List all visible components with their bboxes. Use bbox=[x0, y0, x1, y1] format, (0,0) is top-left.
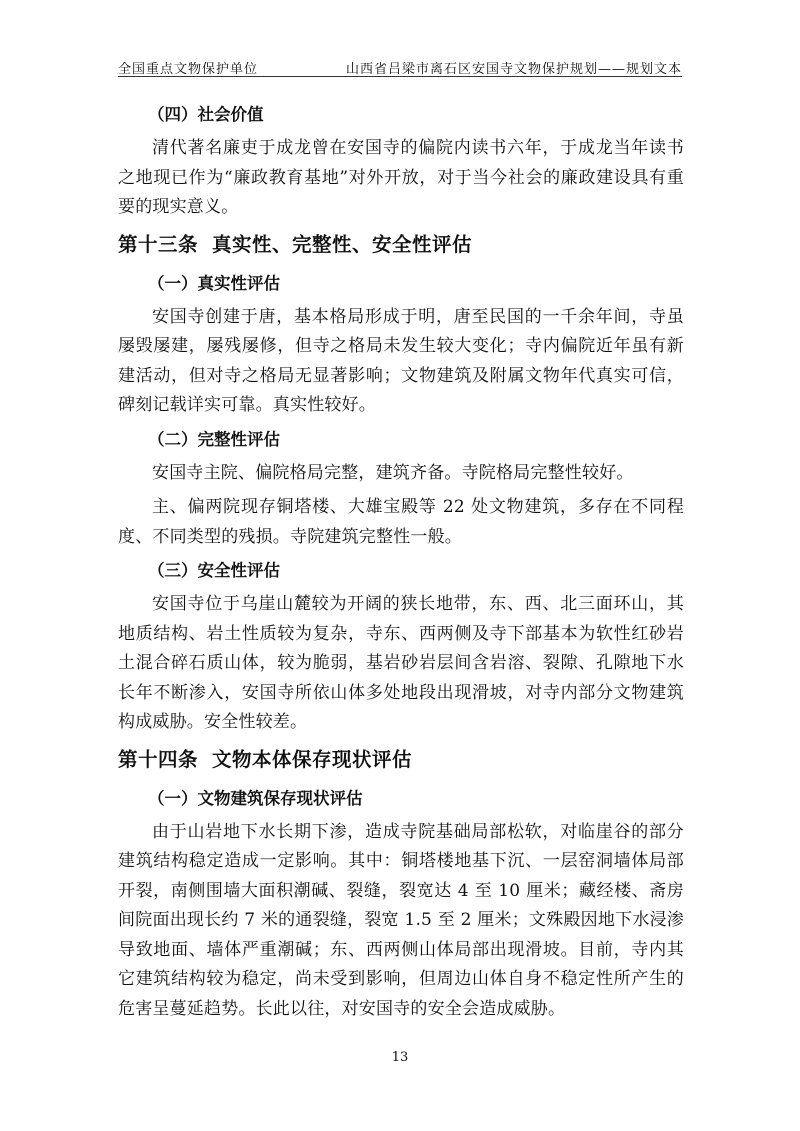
article-13-number: 第十三条 bbox=[118, 232, 199, 256]
paragraph-integrity-buildings: 主、偏两院现存铜塔楼、大雄宝殿等 22 处文物建筑，多存在不同程度、不同类型的残损。寺院建筑完整性一般。 bbox=[118, 497, 684, 547]
article-13-title: 真实性、完整性、安全性评估 bbox=[212, 232, 473, 256]
article-13-heading bbox=[118, 225, 684, 265]
section-heading-safety: （三）安全性评估 bbox=[148, 561, 280, 580]
section-heading-integrity: （二）完整性评估 bbox=[148, 429, 280, 449]
paragraph-social-value: 清代著名廉吏于成龙曾在安国寺的偏院内读书六年，于成龙当年读书之地现已作为“廉政教育基地”对外开放，对于当今社会的廉政建设具有重要的现实意义。 bbox=[118, 138, 684, 217]
paragraph-building-condition: 由于山岩地下水长期下渗，造成寺院基础局部松软，对临崖谷的部分建筑结构稳定造成一定影响。其中：铜塔楼地基下沉、一层窑洞墙体局部开裂，南侧围墙大面积潮碱、裂缝，裂宽达 4 至 10 厘米；藏经楼、斋房间院面出现长约 7 米的通裂缝，裂宽 1.5 至 2 厘米；文殊殿因地下水浸渗导致地面、墙体严重潮碱；东、西两侧山体局部出现滑坡。目前，寺内其它建筑结构较为稳定，尚未受到影响，但周边山体自身不稳定性所产生的危害呈蔓延趋势。长此以往，对安国寺的安全会造成威胁。 bbox=[118, 821, 684, 1019]
section-heading-building-condition: （一）文物建筑保存现状评估 bbox=[148, 788, 363, 808]
article-14-heading bbox=[118, 740, 684, 780]
paragraph-safety: 安国寺位于乌崖山麓较为开阔的狭长地带，东、西、北三面环山，其地质结构、岩土性质较为复杂，寺东、西两侧及寺下部基本为软性红砂岩土混合碎石质山体，较为脆弱，基岩砂岩层间含岩溶、裂隙、孔隙地下水长年不断渗入，安国寺所依山体多处地段出现滑坡，对寺内部分文物建筑构成威胁。安全性较差。 bbox=[118, 594, 684, 732]
section-heading-authenticity: （一）真实性评估 bbox=[148, 273, 280, 293]
header-document-title: 山西省吕梁市离石区安国寺文物保护规划——规划文本 bbox=[345, 62, 682, 77]
article-14-number: 第十四条 bbox=[118, 747, 199, 771]
paragraph-authenticity: 安国寺创建于唐，基本格局形成于明，唐至民国的一千余年间，寺虽屡毁屡建，屡残屡修，但寺之格局未发生较大变化；寺内偏院近年虽有新建活动，但对寺之格局无显著影响；文物建筑及附属文物年代真实可信，碑刻记载详实可靠。真实性较好。 bbox=[118, 306, 684, 415]
paragraph-integrity-layout: 安国寺主院、偏院格局完整，建筑齐备。寺院格局完整性较好。 bbox=[152, 462, 634, 483]
section-heading-social-value: （四）社会价值 bbox=[148, 105, 264, 124]
article-14-title: 文物本体保存现状评估 bbox=[212, 747, 413, 771]
header-unit-title: 全国重点文物保护单位 bbox=[118, 62, 259, 77]
page-header bbox=[118, 58, 682, 77]
page-number: 13 bbox=[391, 1050, 409, 1065]
page-content bbox=[118, 96, 684, 1024]
